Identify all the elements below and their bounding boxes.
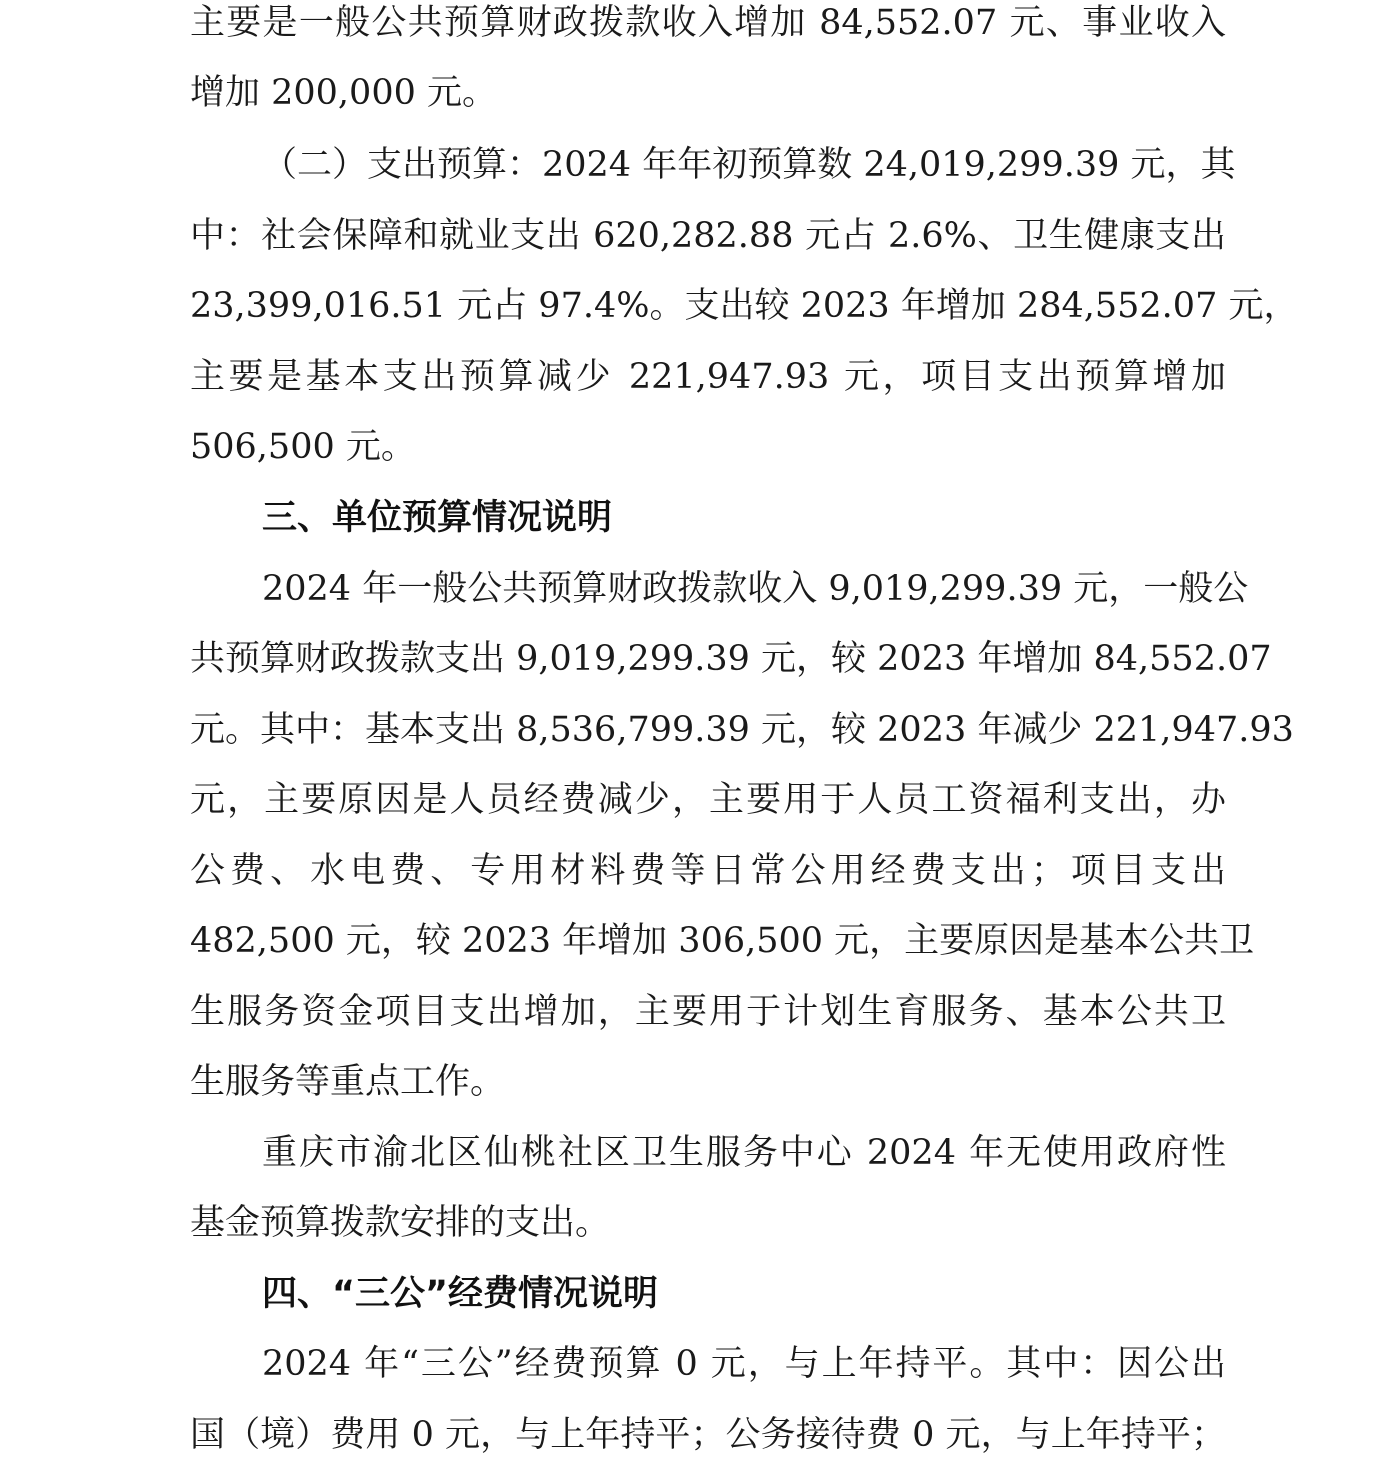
text-line: （二）支出预算：2024 年年初预算数 24,019,299.39 元，其	[262, 145, 1236, 185]
text-line: 增加 200,000 元。	[190, 73, 497, 113]
text-line: 生服务资金项目支出增加，主要用于计划生育服务、基本公共卫	[190, 992, 1226, 1032]
text-line: 主要是基本支出预算减少 221,947.93 元，项目支出预算增加	[190, 357, 1226, 397]
text-line: 生服务等重点工作。	[190, 1062, 506, 1102]
text-line: 2024 年“三公”经费预算 0 元，与上年持平。其中：因公出	[262, 1344, 1226, 1384]
section-heading: 三、单位预算情况说明	[262, 498, 613, 538]
text-line: 元。其中：基本支出 8,536,799.39 元，较 2023 年减少 221,947.93	[190, 710, 1294, 750]
text-line: 2024 年一般公共预算财政拨款收入 9,019,299.39 元，一般公	[262, 569, 1249, 609]
text-line: 23,399,016.51 元占 97.4%。支出较 2023 年增加 284,552.07 元，	[190, 286, 1299, 326]
text-line: 基金预算拨款安排的支出。	[190, 1203, 611, 1243]
text-line: 国（境）费用 0 元，与上年持平；公务接待费 0 元，与上年持平；	[190, 1415, 1226, 1455]
text-line: 重庆市渝北区仙桃社区卫生服务中心 2024 年无使用政府性	[262, 1133, 1226, 1173]
section-heading: 四、“三公”经费情况说明	[262, 1274, 659, 1314]
text-line: 506,500 元。	[190, 427, 416, 467]
text-line: 482,500 元，较 2023 年增加 306,500 元，主要原因是基本公共卫	[190, 921, 1255, 961]
text-line: 共预算财政拨款支出 9,019,299.39 元，较 2023 年增加 84,552.07	[190, 639, 1272, 679]
text-line: 公费、水电费、专用材料费等日常公用经费支出；项目支出	[190, 851, 1226, 891]
text-line: 元，主要原因是人员经费减少，主要用于人员工资福利支出，办	[190, 780, 1226, 820]
text-line: 主要是一般公共预算财政拨款收入增加 84,552.07 元、事业收入	[190, 3, 1226, 43]
text-line: 中：社会保障和就业支出 620,282.88 元占 2.6%、卫生健康支出	[190, 216, 1226, 256]
